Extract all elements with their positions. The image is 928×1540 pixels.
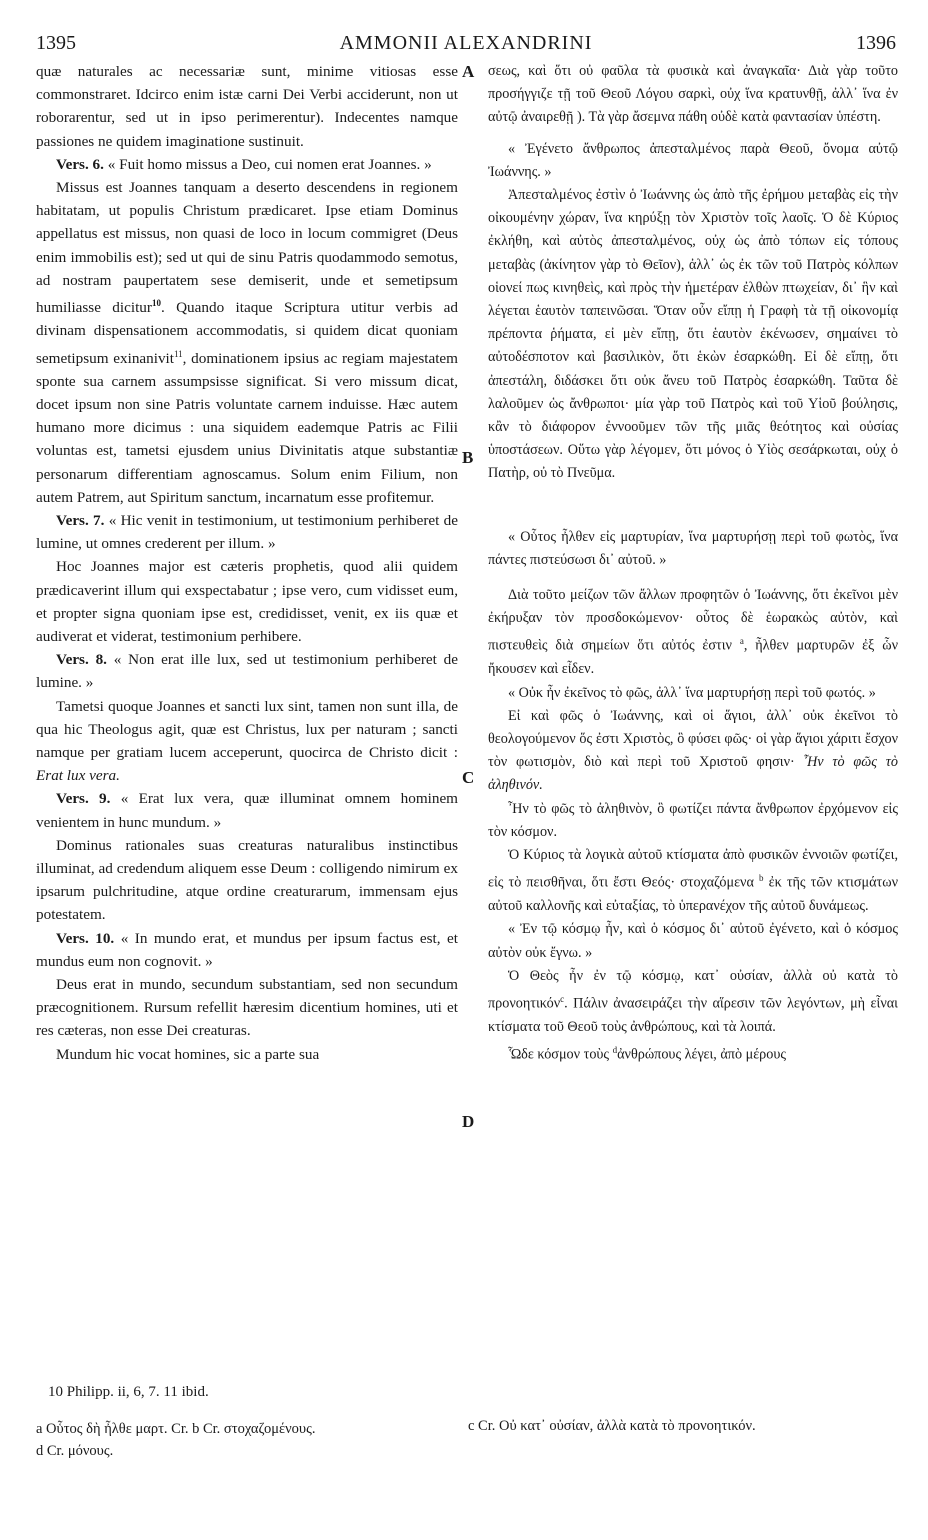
footnotes <box>36 1384 896 1459</box>
variant-c: c Cr. Οὐ κατ᾽ οὐσίαν, ἀλλὰ κατὰ τὸ προνοητικόν. <box>468 1418 756 1434</box>
variant-ref: d <box>612 1045 618 1056</box>
greek-paragraph <box>488 705 898 798</box>
section-marker-b: B <box>462 448 474 467</box>
verse-9-latin <box>36 787 458 833</box>
latin-paragraph <box>36 176 458 509</box>
greek-paragraph <box>488 965 898 1039</box>
verse-9-greek: Ἦν τὸ φῶς τὸ ἀληθινὸν, ὃ φωτίζει πάντα ἄνθρωπον ἐρχόμενον εἰς τὸν κόσμον. <box>488 800 898 840</box>
verse-10-latin <box>36 927 458 973</box>
greek-column <box>488 60 898 1067</box>
verse-text: « Fuit homo missus a Deo, cui nomen erat Joannes. » <box>107 155 432 173</box>
section-marker-c: C <box>462 768 475 787</box>
page-number-left: 1395 <box>36 32 76 54</box>
greek-paragraph <box>488 584 898 682</box>
latin-column <box>36 60 458 1066</box>
latin-paragraph: Mundum hic vocat homines, sic a parte sua <box>56 1045 320 1063</box>
latin-text: Tametsi quoque Joannes et sancti lux sint, tamen non sunt illa, de qua hic Theologus agit, quæ est Christus, lux per naturam ; sancti namque per gratiam lucem acceperunt, quocirca de Christo dicit : <box>36 697 458 762</box>
latin-paragraph: Dominus rationales suas creaturas naturalibus instinctibus illuminat, ad credendum aliquem esse Deum : colligendo nimirum ex ipsarum pulchritudine, atque ordine creaturarum, immensam ejus potestatem. <box>36 836 458 924</box>
footnote-ref: 11 <box>174 348 183 359</box>
greek-text: Διὰ τοῦτο μείζων τῶν ἄλλων προφητῶν ὁ Ἰωάννης, ὅτι ἐκεῖνοι μὲν ἐκήρυξαν τὸν προσδοκώμενον· οὗτος δὲ ἑωρακὼς αὐτὸν, καὶ πιστευθεὶς διὰ σημείων ὅτι αὐτός ἐστιν <box>488 587 898 655</box>
verse-8-latin <box>36 648 458 694</box>
page-number-right: 1396 <box>856 32 896 54</box>
latin-text: Missus est Joannes tanquam a deserto descendens in regionem habitatam, ut populis Christum prædicaret. Ipse etiam Dominus appellatus est missus, non quasi de loco in locum commigret (Deus enim immobilis est); sed ut qui de sinu Patris quodammodo semotus, ad nostram paupertatem sese demiserit, unde et semetipsum humiliasse dicitur <box>36 179 458 317</box>
greek-text: , ἦλθεν μαρτυρῶν ἐξ ὧν ἤκουσεν καὶ εἶδεν. <box>488 638 898 678</box>
latin-paragraph: Deus erat in mundo, secundum substantiam, sed non secundum præcognitionem. Rursum refellit hæresim dicentium homines, uti et res cæteras, non esse Dei creaturas. <box>36 976 458 1040</box>
greek-text: ἐκ τῆς τῶν κτισμάτων αὐτοῦ καλλονῆς καὶ εὐταξίας, τὸ ὑπερανέχον τῆς αὐτοῦ δυνάμεως. <box>488 874 899 915</box>
variant-ref: a <box>739 636 744 647</box>
verse-6-greek: « Ἐγένετο ἄνθρωπος ἀπεσταλμένος παρὰ Θεοῦ, ὄνομα αὐτῷ Ἰωάννης. » <box>488 140 898 180</box>
latin-text: , dominationem ipsius ac regiam majestatem sponte sua carnem assumpsisse significat. Si vero missum dicat, docet ipsum non sine Patris voluntate carnem induisse. Hæc autem humano more dicimus : una siquidem eademque Patris ac Filii voluntas est, tametsi ejusdem unius Divinitatis atque substantiæ personarum differentiam agnoscamus. Solum enim Filium, non autem Patrem, aut Spiritum sanctum, incarnatum esse profitemur. <box>36 349 458 506</box>
verse-label: Vers. 6. <box>56 155 104 173</box>
verse-label: Vers. 10. <box>56 929 115 947</box>
greek-paragraph: σεως, καὶ ὅτι οὐ φαῦλα τὰ φυσικὰ καὶ ἀναγκαῖα· Διὰ γὰρ τοῦτο προσήγγιζε τῇ τοῦ Θεοῦ Λόγου σαρκὶ, οὐχ ἵνα κρατυνθῇ, ἀλλ᾽ ἵνα ἐν αὐτῷ ἀναιρεθῇ ). Τὰ γὰρ ἄσεμνα πάθη οὐδὲ κατὰ φαντασίαν ὑπέστη. <box>488 63 898 126</box>
greek-text: Εἰ καὶ φῶς ὁ Ἰωάννης, καὶ οἱ ἅγιοι, ἀλλ᾽ οὐκ ἐκεῖνοι τὸ θεολογούμενον ὅς ἐστι Χριστὸς, ὃ φύσει φῶς· οἱ γὰρ ἅγιοι χάριτι ἔσχον τὸν φωτισμὸν, διὸ καὶ περὶ τοῦ Χριστοῦ φησιν· <box>488 707 898 771</box>
greek-text: Ὁ Θεὸς ἦν ἐν τῷ κόσμῳ, κατ᾽ οὐσίαν, ἀλλὰ οὐ κατὰ τὸ προνοητικόν <box>488 967 898 1012</box>
greek-paragraph: Ἀπεσταλμένος ἐστὶν ὁ Ἰωάννης ὡς ἀπὸ τῆς ἐρήμου μεταβὰς εἰς τὴν οἰκουμένην χώραν, ἵνα κηρύξῃ τὸν Χριστὸν τοῖς λαοῖς. Ὁ δὲ Κύριος ἐκλήθη, καὶ αὐτὸς ἀπεσταλμένος, οὐχ ὡς ἀπὸ τόπων εἰς τόπους μεταβὰς (ἀκίνητον γὰρ τὸ Θεῖον), ἀλλ᾽ ὡς ἐκ τῶν τοῦ Πατρὸς κόλπων οἱονεί πως κινηθεὶς, καὶ πρὸς τὴν ἡμετέραν ἐλθὼν πτωχείαν, δι᾽ ἣν καὶ λέγεται ἑαυτὸν ταπεινῶσαι. Ὅταν οὖν εἴπῃ ἡ Γραφὴ τὰ τῇ οἰκονομίᾳ πρέποντα ῥήματα, εἰ μὲν εἴπῃ, ὅτι ἑαυτὸν ἐκένωσεν, σημαίνει τὸ αὐτοδέσποτον καὶ βασιλικὸν, ὅτι ἑκὼν ἐσαρκώθη. Εἰ δὲ εἴπῃ, ὅτι ἀπεστάλη, διδάσκει ὅτι οὐκ ἄνευ τοῦ Πατρὸς ἐσαρκώθη. Ταῦτα δὲ λαλοῦμεν ὡς ἄνθρωποι· μία γὰρ τοῦ Πατρὸς καὶ τοῦ Υἱοῦ βούλησις, κἂν τὸ διάφορον ἐννοοῦμεν τῶν τῆς μιᾶς θεότητος καὶ οὐσίας ὑποστάσεων. Οὕτω γὰρ λέγομεν, ὅτι μόνος ὁ Υἱὸς σεσάρκωται, οὐχ ὁ Πατὴρ, οὐ τὸ Πνεῦμα. <box>488 187 898 482</box>
scripture-footnotes: 10 Philipp. ii, 6, 7. 11 ibid. <box>48 1384 209 1400</box>
verse-text: « Erat lux vera, quæ illuminat omnem hominem venientem in hunc mundum. » <box>36 790 458 831</box>
verse-label: Vers. 7. <box>56 511 105 529</box>
verse-text: « Hic venit in testimonium, ut testimonium perhiberet de lumine, ut omnes crederent per illum. » <box>36 511 459 553</box>
greek-text: Ὧδε κόσμον τοὺς <box>508 1046 610 1063</box>
variant-a-b: a Οὗτος δὴ ἦλθε μαρτ. Cr. b Cr. στοχαζομένους. <box>36 1421 316 1437</box>
section-marker-d: D <box>462 1112 475 1131</box>
latin-paragraph: quæ naturales ac necessariæ sunt, minime vitiosas esse commonstraret. Idcirco enim istæ carni Dei Verbi acciderunt, non ut roborarentur, sed ut in ipso perimerentur). Indecentes namque passiones ne quidem imaginatione sustinuit. <box>36 63 458 150</box>
latin-paragraph <box>36 695 458 788</box>
greek-italic: Ἦν τὸ φῶς τὸ ἀληθινόν. <box>488 754 898 794</box>
variant-readings-left <box>36 1418 486 1462</box>
verse-text: « In mundo erat, et mundus per ipsum factus est, et mundus eum non cognovit. » <box>36 929 458 970</box>
greek-text: Ὁ Κύριος τὰ λογικὰ αὐτοῦ κτίσματα ἀπὸ φυσικῶν ἐννοιῶν φωτίζει, εἰς τὸ πεισθῆναι, ὅτι ἔστι Θεός· στοχαζόμενα <box>488 847 898 891</box>
greek-paragraph <box>488 1039 898 1067</box>
latin-italic: Erat lux vera. <box>36 767 120 785</box>
variant-ref: b <box>759 873 764 884</box>
greek-text: ἀνθρώπους λέγει, ἀπὸ μέρους <box>617 1046 786 1063</box>
variant-d: d Cr. μόνους. <box>36 1443 114 1459</box>
footnote-ref: 10 <box>151 298 161 309</box>
running-header <box>36 32 896 56</box>
verse-10-greek: « Ἐν τῷ κόσμῳ ἦν, καὶ ὁ κόσμος δι᾽ αὐτοῦ ἐγένετο, καὶ ὁ κόσμος αὐτὸν οὐκ ἔγνω. » <box>488 921 898 961</box>
section-marker-a: A <box>462 62 475 81</box>
latin-paragraph: Hoc Joannes major est cæteris prophetis, quod alii quidem prædicaverint illum qui exspectabatur ; ipse vero, cum vidisset eum, et propter signa quoniam ipse est, credidisset, venit, ex iis quæ et audiverat et viderat, testimonium perhibere. <box>36 558 458 645</box>
verse-7-latin <box>36 509 458 555</box>
running-title: AMMONII ALEXANDRINI <box>339 32 593 54</box>
verse-6-latin <box>36 153 458 176</box>
verse-label: Vers. 8. <box>56 651 107 669</box>
latin-text: . Quando itaque Scriptura utitur verbis ad divinam dispensationem accommodatis, si quidem dicat quoniam semetipsum exinanivit <box>36 299 459 367</box>
greek-paragraph <box>488 844 898 918</box>
variant-ref: c <box>560 993 565 1004</box>
verse-7-greek: « Οὗτος ἦλθεν εἰς μαρτυρίαν, ἵνα μαρτυρήσῃ περὶ τοῦ φωτὸς, ἵνα πάντες πιστεύσωσι δι᾽ αὐτοῦ. » <box>488 528 898 568</box>
verse-label: Vers. 9. <box>56 790 111 808</box>
verse-8-greek: « Οὐκ ἦν ἐκεῖνος τὸ φῶς, ἀλλ᾽ ἵνα μαρτυρήσῃ περὶ τοῦ φωτός. » <box>508 684 876 701</box>
greek-text: . Πάλιν ἀνασειράζει τὴν αἵρεσιν τῶν λεγόντων, μὴ εἶναι κτίσματα τοῦ Θεοῦ τοὺς ἀνθρώπους, καὶ τὰ λοιπά. <box>488 995 898 1035</box>
verse-text: « Non erat ille lux, sed ut testimonium perhiberet de lumine. » <box>36 651 459 692</box>
variant-readings-right <box>468 1418 898 1435</box>
